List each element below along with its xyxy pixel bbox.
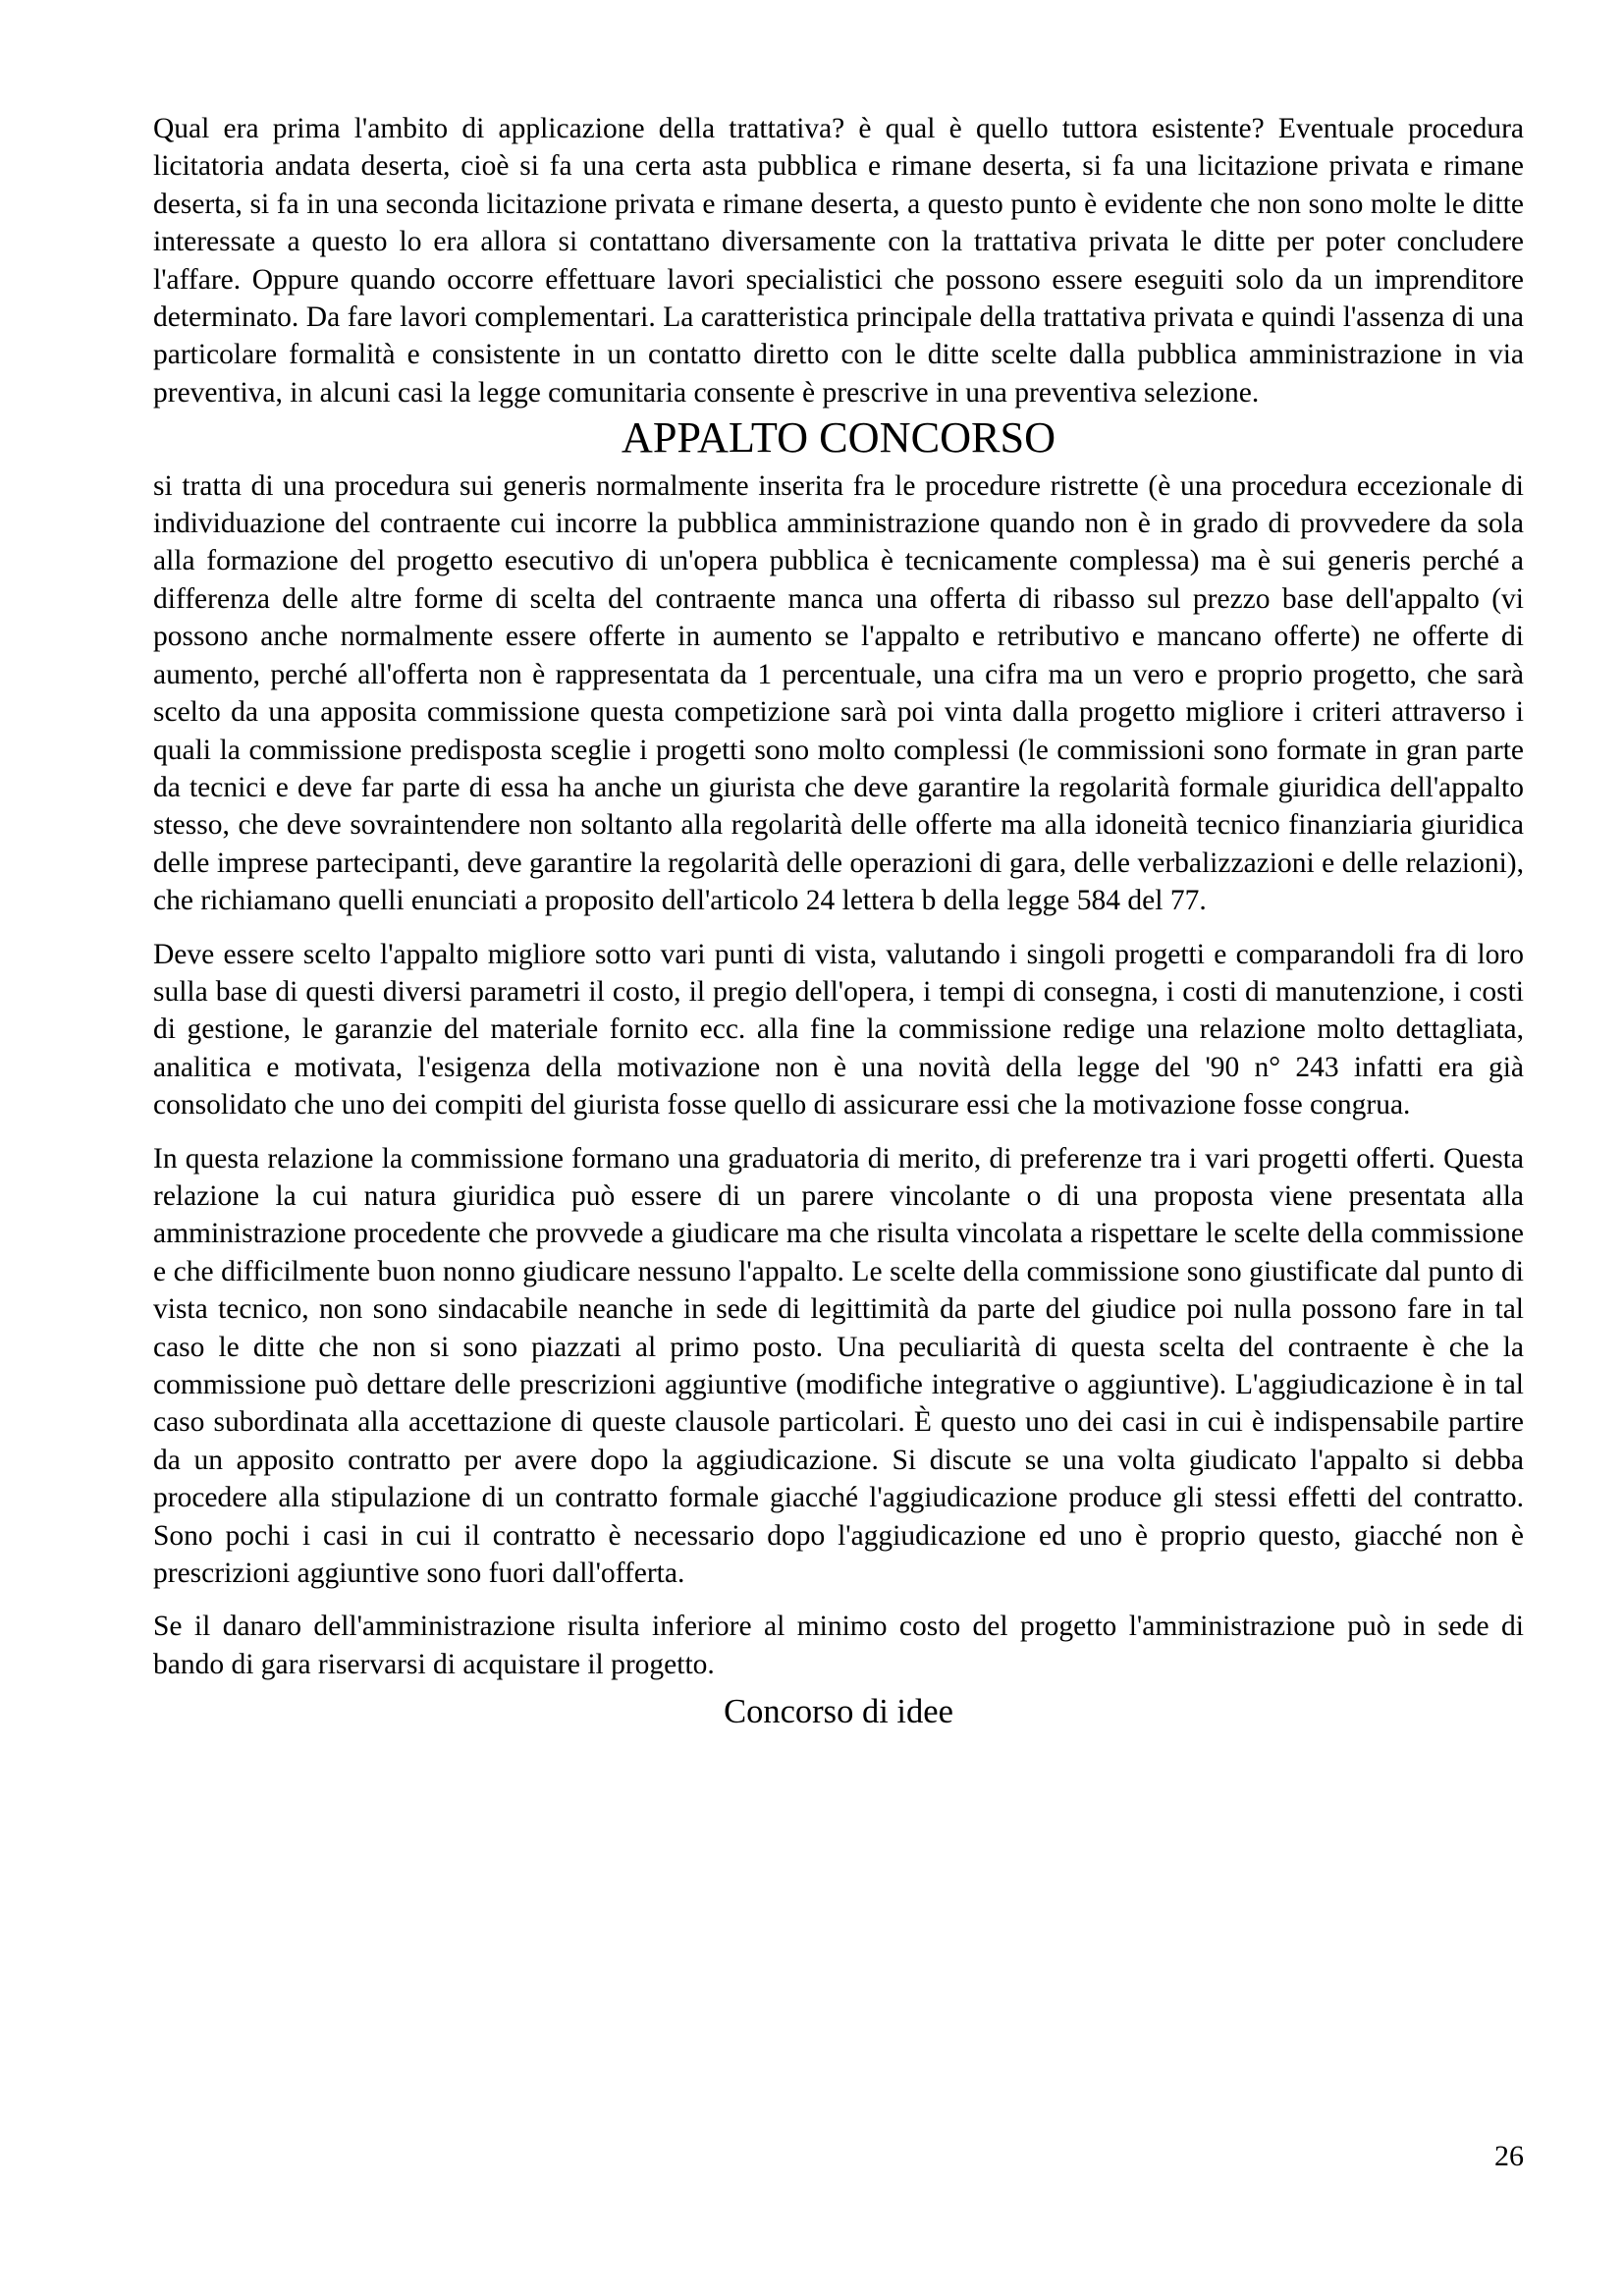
paragraph-scelta-appalto: Deve essere scelto l'appalto migliore sotto vari punti di vista, valutando i singoli progetti e comparandoli fra di loro sulla base di questi diversi parametri il costo, il pregio dell'opera, i tempi di consegna, i costi di manutenzione, i costi di gestione, le garanzie del materiale fornito ecc. alla fine la commissione redige una relazione molto dettagliata, analitica e motivata, l'esigenza della motivazione non è una novità della legge del '90 n° 243 infatti era già consolidato che uno dei compiti del giurista fosse quello di assicurare essi che la motivazione fosse congrua.: [153, 938, 1524, 1121]
subsection-heading-concorso-di-idee: Concorso di idee: [724, 1693, 953, 1731]
paragraph-danaro-amministrazione: Se il danaro dell'amministrazione risulta inferiore al minimo costo del progetto l'amministrazione può in sede di bando di gara riservarsi di acquistare il progetto.: [153, 1611, 1524, 1680]
page-number: 26: [1494, 2140, 1524, 2172]
paragraph-appalto-concorso-definizione: si tratta di una procedura sui generis normalmente inserita fra le procedure ristrette (è una procedura eccezionale di individuazione del contraente cui incorre la pubblica amministrazione quando non è in grado di provvedere da sola alla formazione del progetto esecutivo di un'opera pubblica è tecnicamente complessa) ma è sui generis perché a differenza delle altre forme di scelta del contraente manca una offerta di ribasso sul prezzo base dell'appalto (vi possono anche normalmente essere offerte in aumento se l'appalto e retributivo e mancano offerte) ne offerte di aumento, perché all'offerta non è rappresentata da 1 percentuale, una cifra ma un vero e proprio progetto, che sarà scelto da una apposita commissione questa competizione sarà poi vinta dalla progetto migliore i criteri attraverso i quali la commissione predisposta sceglie i progetti sono molto complessi (le commissioni sono formate in gran parte da tecnici e deve far parte di essa ha anche un giurista che deve garantire la regolarità formale giuridica dell'appalto stesso, che deve sovraintendere non soltanto alla regolarità delle offerte ma alla idoneità tecnico finanziaria giuridica delle imprese partecipanti, deve garantire la regolarità delle operazioni di gara, delle verbalizzazioni e delle relazioni), che richiamano quelli enunciati a proposito dell'articolo 24 lettera b della legge 584 del 77.: [153, 469, 1524, 917]
page-body: [153, 110, 1524, 1731]
paragraph-trattativa-privata: Qual era prima l'ambito di applicazione della trattativa? è qual è quello tuttora esistente? Eventuale procedura licitatoria andata deserta, cioè si fa una certa asta pubblica e rimane deserta, si fa una licitazione privata e rimane deserta, si fa in una seconda licitazione privata e rimane deserta, a questo punto è evidente che non sono molte le ditte interessate a questo lo era allora si contattano diversamente con la trattativa privata le ditte per poter concludere l'affare. Oppure quando occorre effettuare lavori specialistici che possono essere eseguiti solo da un imprenditore determinato. Da fare lavori complementari. La caratteristica principale della trattativa privata e quindi l'assenza di una particolare formalità e consistente in un contatto diretto con le ditte scelte dalla pubblica amministrazione in via preventiva, in alcuni casi la legge comunitaria consente è prescrive in una preventiva selezione.: [153, 113, 1524, 409]
paragraph-graduatoria: In questa relazione la commissione formano una graduatoria di merito, di preferenze tra i vari progetti offerti. Questa relazione la cui natura giuridica può essere di un parere vincolante o di una proposta viene presentata alla amministrazione procedente che provvede a giudicare ma che risulta vincolata a rispettare le scelte della commissione e che difficilmente buon nonno giudicare nessuno l'appalto. Le scelte della commissione sono giustificate dal punto di vista tecnico, non sono sindacabile neanche in sede di legittimità da parte del giudice poi nulla possono fare in tal caso le ditte che non si sono piazzati al primo posto. Una peculiarità di questa scelta del contraente è che la commissione può dettare delle prescrizioni aggiuntive (modifiche integrative o aggiuntive). L'aggiudicazione è in tal caso subordinata alla accettazione di queste clausole particolari. È questo uno dei casi in cui è indispensabile partire da un apposito contratto per avere dopo la aggiudicazione. Si discute se una volta giudicato l'appalto si debba procedere alla stipulazione di un contratto formale giacché l'aggiudicazione produce gli stessi effetti del contratto. Sono pochi i casi in cui il contratto è necessario dopo l'aggiudicazione ed uno è proprio questo, giacché non è prescrizioni aggiuntive sono fuori dall'offerta.: [153, 1142, 1524, 1590]
section-heading-appalto-concorso: APPALTO CONCORSO: [621, 413, 1056, 463]
